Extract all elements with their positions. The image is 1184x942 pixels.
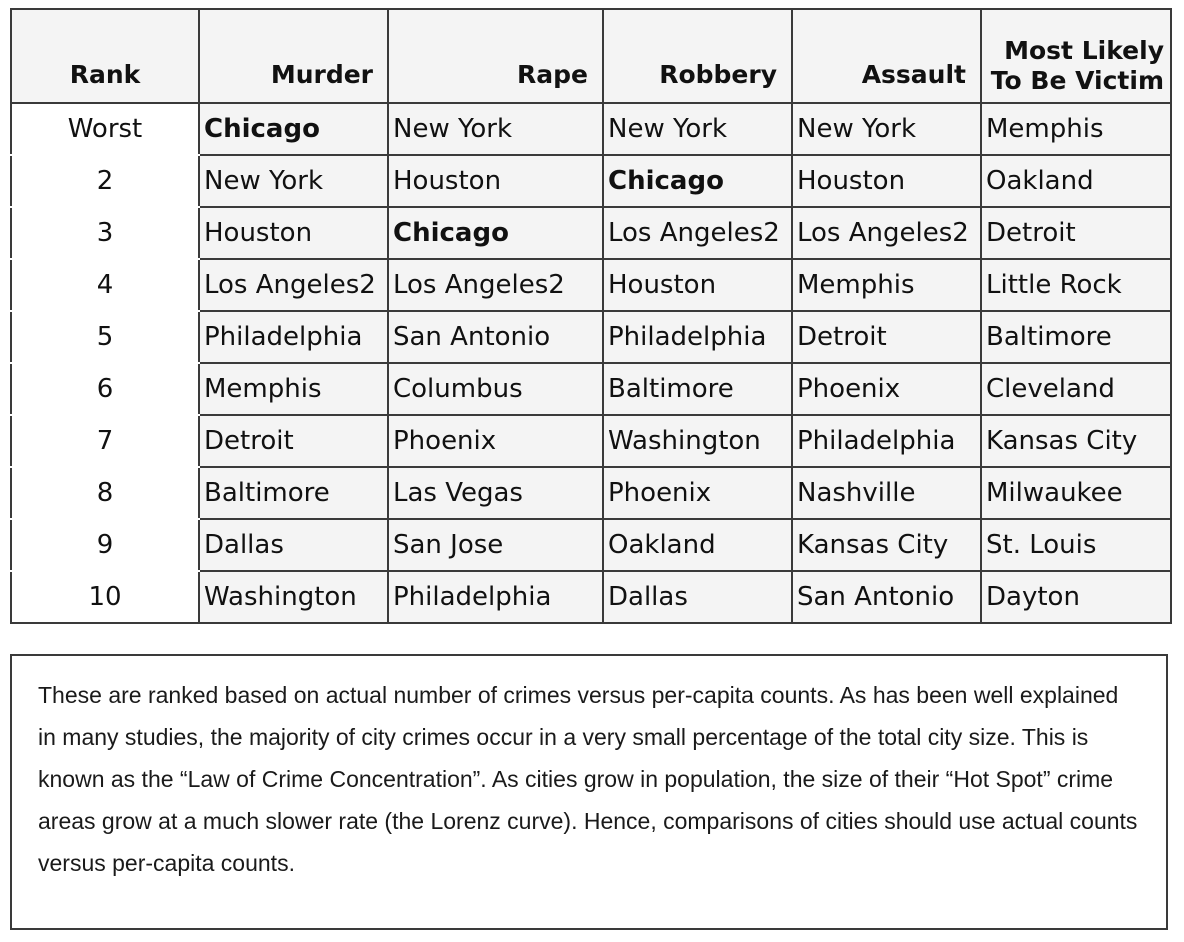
victim-cell: Milwaukee <box>981 467 1171 519</box>
rank-cell: 6 <box>11 363 199 415</box>
rank-cell: Worst <box>11 103 199 155</box>
victim-cell: Detroit <box>981 207 1171 259</box>
robbery-cell: Washington <box>603 415 792 467</box>
victim-cell: St. Louis <box>981 519 1171 571</box>
murder-cell: Baltimore <box>199 467 388 519</box>
robbery-cell: Chicago <box>603 155 792 207</box>
murder-cell: Dallas <box>199 519 388 571</box>
rank-cell: 5 <box>11 311 199 363</box>
rank-cell: 2 <box>11 155 199 207</box>
rape-cell: Las Vegas <box>388 467 603 519</box>
header-murder: Murder <box>199 9 388 103</box>
assault-cell: Nashville <box>792 467 981 519</box>
victim-cell: Baltimore <box>981 311 1171 363</box>
table-row <box>11 103 1171 155</box>
murder-cell: New York <box>199 155 388 207</box>
table-row <box>11 571 1171 623</box>
rape-cell: Philadelphia <box>388 571 603 623</box>
robbery-cell: Baltimore <box>603 363 792 415</box>
rank-cell: 9 <box>11 519 199 571</box>
robbery-cell: Los Angeles2 <box>603 207 792 259</box>
explanation-note <box>10 654 1168 930</box>
crime-ranking-table <box>10 8 1172 624</box>
assault-cell: New York <box>792 103 981 155</box>
assault-cell: San Antonio <box>792 571 981 623</box>
murder-cell: Memphis <box>199 363 388 415</box>
rape-cell: Los Angeles2 <box>388 259 603 311</box>
robbery-cell: New York <box>603 103 792 155</box>
rank-cell: 3 <box>11 207 199 259</box>
explanation-text: These are ranked based on actual number of crimes versus per-capita counts. As has been well explained in many studies, the majority of city crimes occur in a very small percentage of the total city size. This is known as the “Law of Crime Concentration”. As cities grow in population, the size of their “Hot Spot” crime areas grow at a much slower rate (the Lorenz curve). Hence, comparisons of cities should use actual counts versus per-capita counts. <box>38 682 1138 876</box>
rape-cell: San Jose <box>388 519 603 571</box>
header-rank: Rank <box>11 9 199 103</box>
rape-cell: San Antonio <box>388 311 603 363</box>
murder-cell: Los Angeles2 <box>199 259 388 311</box>
victim-cell: Oakland <box>981 155 1171 207</box>
rank-cell: 7 <box>11 415 199 467</box>
victim-cell: Memphis <box>981 103 1171 155</box>
victim-cell: Little Rock <box>981 259 1171 311</box>
table-row <box>11 207 1171 259</box>
murder-cell: Detroit <box>199 415 388 467</box>
assault-cell: Detroit <box>792 311 981 363</box>
rank-cell: 10 <box>11 571 199 623</box>
header-assault: Assault <box>792 9 981 103</box>
table-row <box>11 415 1171 467</box>
table-row <box>11 259 1171 311</box>
victim-cell: Kansas City <box>981 415 1171 467</box>
rape-cell: Phoenix <box>388 415 603 467</box>
rape-cell: Houston <box>388 155 603 207</box>
murder-cell: Chicago <box>199 103 388 155</box>
rape-cell: Columbus <box>388 363 603 415</box>
table-row <box>11 519 1171 571</box>
robbery-cell: Dallas <box>603 571 792 623</box>
robbery-cell: Phoenix <box>603 467 792 519</box>
table-row <box>11 467 1171 519</box>
assault-cell: Memphis <box>792 259 981 311</box>
table-row <box>11 363 1171 415</box>
robbery-cell: Philadelphia <box>603 311 792 363</box>
table-row <box>11 155 1171 207</box>
murder-cell: Washington <box>199 571 388 623</box>
rape-cell: Chicago <box>388 207 603 259</box>
assault-cell: Los Angeles2 <box>792 207 981 259</box>
rank-cell: 8 <box>11 467 199 519</box>
header-victim-line1: Most Likely <box>1004 36 1164 65</box>
assault-cell: Philadelphia <box>792 415 981 467</box>
header-rape: Rape <box>388 9 603 103</box>
victim-cell: Cleveland <box>981 363 1171 415</box>
murder-cell: Philadelphia <box>199 311 388 363</box>
table-row <box>11 311 1171 363</box>
rape-cell: New York <box>388 103 603 155</box>
assault-cell: Phoenix <box>792 363 981 415</box>
robbery-cell: Oakland <box>603 519 792 571</box>
assault-cell: Houston <box>792 155 981 207</box>
header-row <box>11 9 1171 103</box>
header-robbery: Robbery <box>603 9 792 103</box>
header-most-likely-victim <box>981 9 1171 103</box>
rank-cell: 4 <box>11 259 199 311</box>
murder-cell: Houston <box>199 207 388 259</box>
assault-cell: Kansas City <box>792 519 981 571</box>
robbery-cell: Houston <box>603 259 792 311</box>
header-victim-line2: To Be Victim <box>990 66 1164 95</box>
victim-cell: Dayton <box>981 571 1171 623</box>
